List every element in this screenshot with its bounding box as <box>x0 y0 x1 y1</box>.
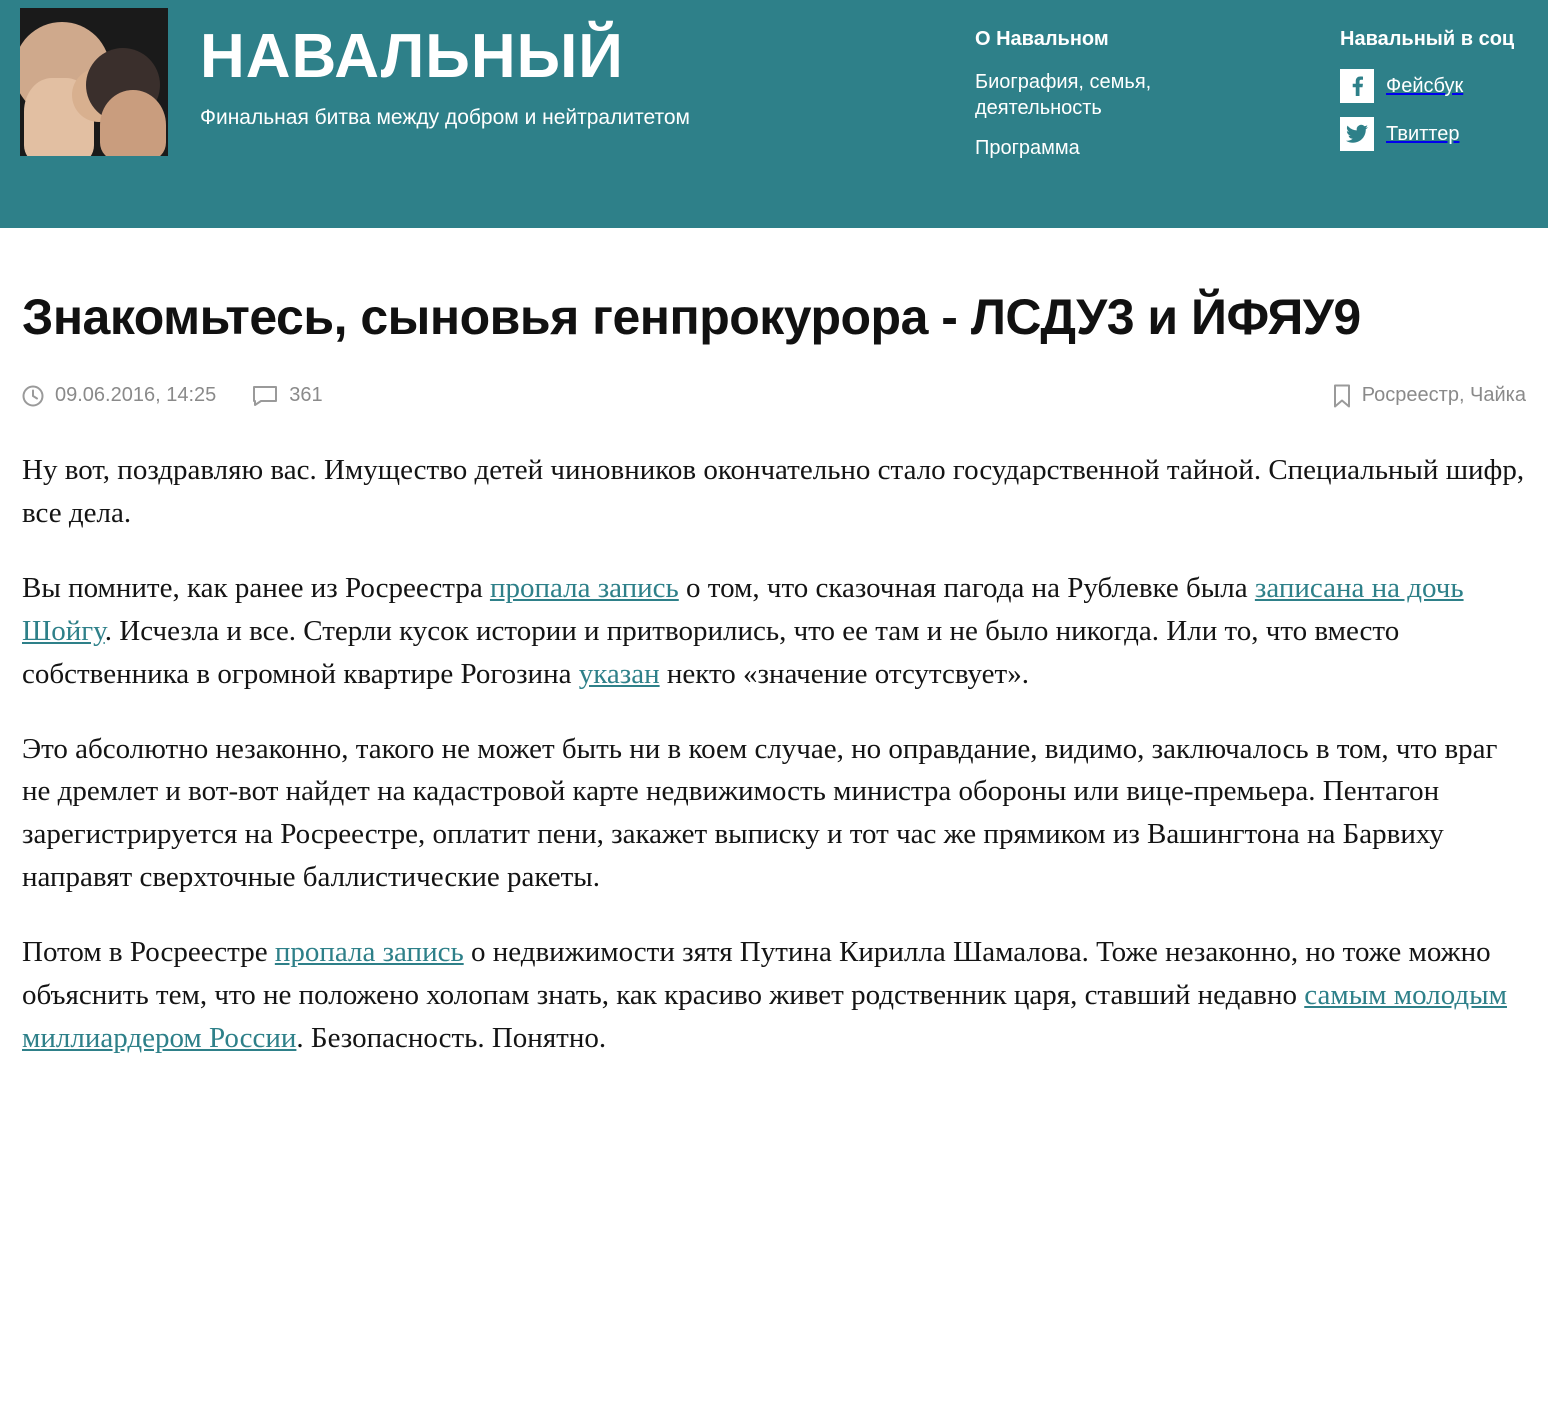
header-social <box>1340 28 1514 165</box>
page-title: Знакомьтесь, сыновья генпрокурора - ЛСДУ3 и ЙФЯУ9 <box>22 289 1361 345</box>
article-text: Потом в Росреестре <box>22 936 275 969</box>
nav-section-title[interactable]: О Навальном <box>975 28 1109 50</box>
photo-shape <box>100 90 166 156</box>
meta-tags[interactable] <box>1333 384 1526 408</box>
twitter-icon <box>1340 117 1374 151</box>
meta-comments-count: 361 <box>289 384 323 406</box>
article-text: о том, что сказочная пагода на Рублевке была <box>678 571 1255 604</box>
article-link[interactable]: самым молодым миллиардером России <box>22 979 1507 1054</box>
site-title: НАВАЛЬНЫЙ <box>200 22 624 91</box>
header-nav <box>975 28 1305 175</box>
site-logo-photo[interactable] <box>20 8 168 156</box>
article-link[interactable]: указан <box>578 657 660 690</box>
facebook-icon <box>1340 69 1374 103</box>
bookmark-icon <box>1333 384 1351 408</box>
article-link[interactable]: записана на дочь Шойгу <box>22 571 1464 647</box>
meta-date <box>22 384 216 407</box>
site-header <box>0 0 1548 228</box>
comment-icon <box>252 385 278 407</box>
meta-tags-text: Росреестр, Чайка <box>1361 384 1526 406</box>
article-text: Ну вот, поздравляю вас. Имущество детей чиновников окончательно стало государственной тайной. Специальный шифр, все дела. <box>22 454 1525 529</box>
social-section-title: Навальный в соц <box>1340 28 1515 50</box>
article-text: . Исчезла и все. Стерли кусок истории и притворились, что ее там и не было никогда. Или то, что вместо собственника в огромной квартире Рогозина <box>22 614 1400 690</box>
article <box>0 228 1548 1060</box>
site-tagline: Финальная битва между добром и нейтралитетом <box>200 106 690 129</box>
nav-item-biography[interactable]: Биография, семья, деятельность <box>975 71 1152 119</box>
social-link-facebook[interactable] <box>1340 69 1514 103</box>
article-link[interactable]: пропала запись <box>274 936 464 969</box>
article-text: Это абсолютно незаконно, такого не может быть ни в коем случае, но оправдание, видимо, заключалось в том, что враг не дремлет и вот-вот найдет на кадастровой карте недвижимость министра обороны или вице-премьера. Пентагон зарегистрируется на Росреестре, оплатит пени, закажет выписку и тот час же прямиком из Вашингтона на Барвиху направят сверхточные баллистические ракеты. <box>22 732 1498 894</box>
article-meta <box>22 384 1526 407</box>
meta-date-text: 09.06.2016, 14:25 <box>55 384 217 406</box>
article-paragraph <box>22 728 1526 900</box>
clock-icon <box>22 385 44 407</box>
article-link[interactable]: пропала запись <box>489 571 679 604</box>
article-text: Вы помните, как ранее из Росреестра <box>22 571 490 604</box>
article-paragraph <box>22 931 1526 1060</box>
article-paragraph <box>22 567 1526 696</box>
article-text: . Безопасность. Понятно. <box>296 1021 607 1054</box>
brand-block[interactable] <box>200 0 690 130</box>
article-text: некто «значение отсутсвует». <box>659 657 1029 690</box>
article-body <box>22 449 1526 1060</box>
article-paragraph <box>22 449 1526 535</box>
meta-comments[interactable] <box>252 384 322 407</box>
social-label-facebook: Фейсбук <box>1386 74 1464 97</box>
article-text: о недвижимости зятя Путина Кирилла Шамалова. Тоже незаконно, но тоже можно объяснить тем, что не положено холопам знать, как красиво живет родственник царя, ставший недавно <box>22 936 1491 1012</box>
social-link-twitter[interactable] <box>1340 117 1514 151</box>
nav-item-program[interactable]: Программа <box>975 137 1080 159</box>
social-label-twitter: Твиттер <box>1386 122 1460 145</box>
